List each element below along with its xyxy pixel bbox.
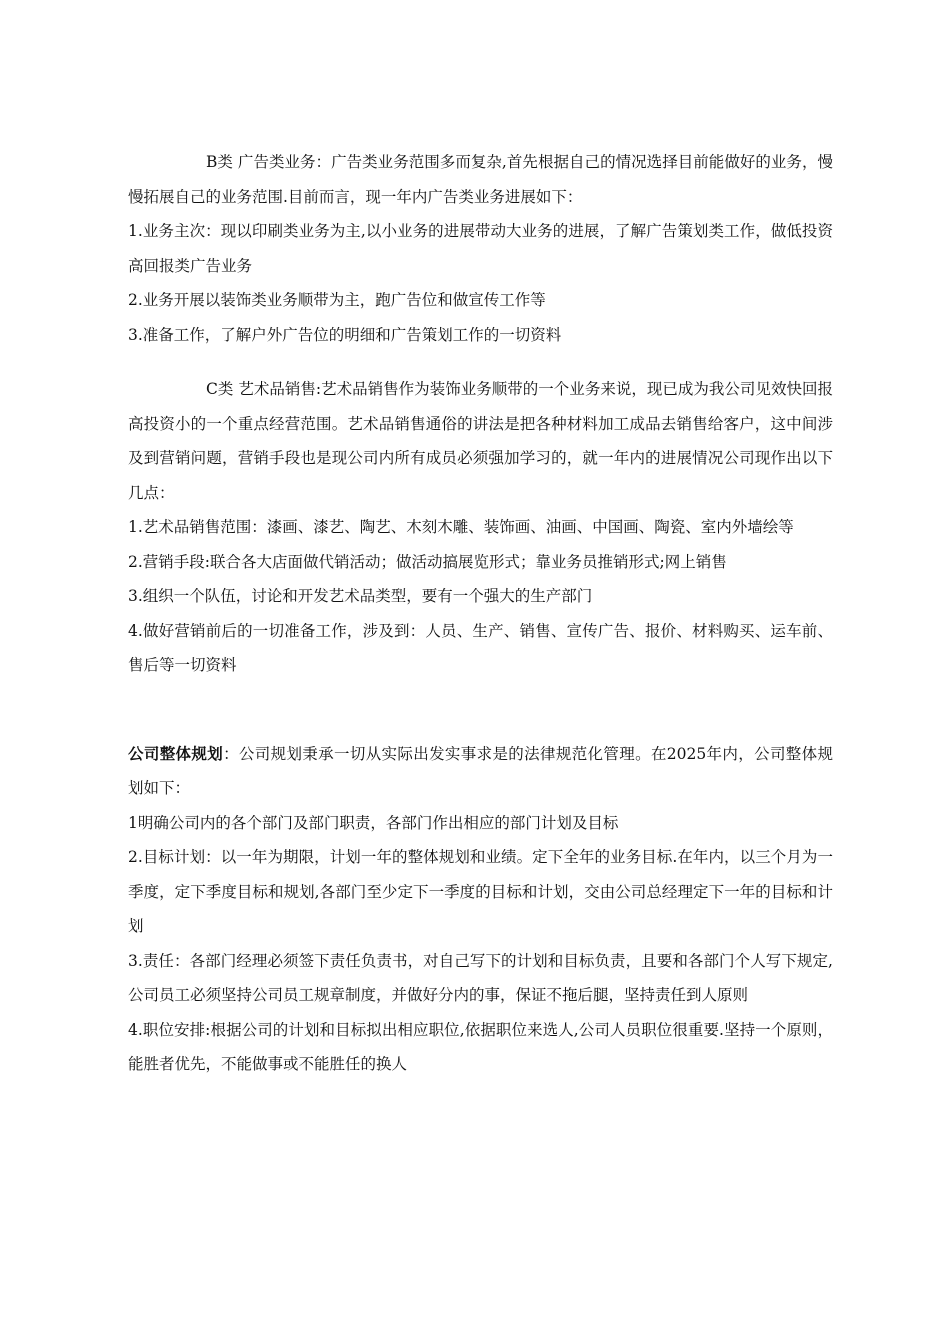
section-c-item-2: 2.营销手段:联合各大店面做代销活动；做活动搞展览形式；靠业务员推销形式;网上销售 bbox=[128, 552, 727, 571]
section-c-item-4: 4.做好营销前后的一切准备工作，涉及到：人员、生产、销售、宣传广告、报价、材料购买、运车前、售后等一切资料 bbox=[128, 621, 833, 674]
section-c-item-3: 3.组织一个队伍，讨论和开发艺术品类型，要有一个强大的生产部门 bbox=[128, 587, 593, 605]
plan-heading: 公司整体规划 bbox=[128, 744, 224, 763]
section-spacer bbox=[128, 683, 833, 737]
section-c-intro: C类 艺术品销售:艺术品销售作为装饰业务顺带的一个业务来说，现已成为我公司见效快回报高投资小的一个重点经营范围。艺术品销售通俗的讲法是把各种材料加工成品去销售给客户，这中间涉及到营销问题，营销手段也是现公司内所有成员必须强加学习的，就一年内的进展情况公司现作出以下几点： bbox=[128, 380, 833, 502]
section-b-item-2: 2.业务开展以装饰类业务顺带为主，跑广告位和做宣传工作等 bbox=[128, 291, 546, 309]
section-b-item-1: 1.业务主次：现以印刷类业务为主,以小业务的进展带动大业务的进展，了解广告策划类工作，做低投资高回报类广告业务 bbox=[128, 222, 833, 275]
plan-item-3: 3.责任：各部门经理必须签下责任负责书，对自己写下的计划和目标负责，且要和各部门个人写下规定,公司员工必须坚持公司员工规章制度，并做好分内的事，保证不拖后腿，坚持责任到人原则 bbox=[128, 951, 833, 1004]
plan-intro: ：公司规划秉承一切从实际出发实事求是的法律规范化管理。在2025年内，公司整体规划如下： bbox=[128, 744, 833, 797]
section-b-intro: B类 广告类业务：广告类业务范围多而复杂,首先根据自己的情况选择目前能做好的业务，慢慢拓展自己的业务范围.目前而言，现一年内广告类业务进展如下： bbox=[128, 153, 833, 206]
section-b-item-3: 3.准备工作，了解户外广告位的明细和广告策划工作的一切资料 bbox=[128, 325, 562, 344]
plan-item-1: 1明确公司内的各个部门及部门职责，各部门作出相应的部门计划及目标 bbox=[128, 813, 619, 832]
plan-intro-paragraph bbox=[128, 737, 833, 806]
section-c-item-1: 1.艺术品销售范围：漆画、漆艺、陶艺、木刻木雕、装饰画、油画、中国画、陶瓷、室内外墙绘等 bbox=[128, 518, 794, 536]
document-body bbox=[128, 145, 833, 1082]
paragraph-spacer bbox=[128, 352, 833, 372]
plan-item-2: 2.目标计划：以一年为期限，计划一年的整体规划和业绩。定下全年的业务目标.在年内，以三个月为一季度，定下季度目标和规划,各部门至少定下一季度的目标和计划，交由公司总经理定下一年的目标和计划 bbox=[128, 848, 833, 935]
plan-item-4: 4.职位安排:根据公司的计划和目标拟出相应职位,依据职位来选人,公司人员职位很重要.坚持一个原则，能胜者优先，不能做事或不能胜任的换人 bbox=[128, 1020, 833, 1073]
